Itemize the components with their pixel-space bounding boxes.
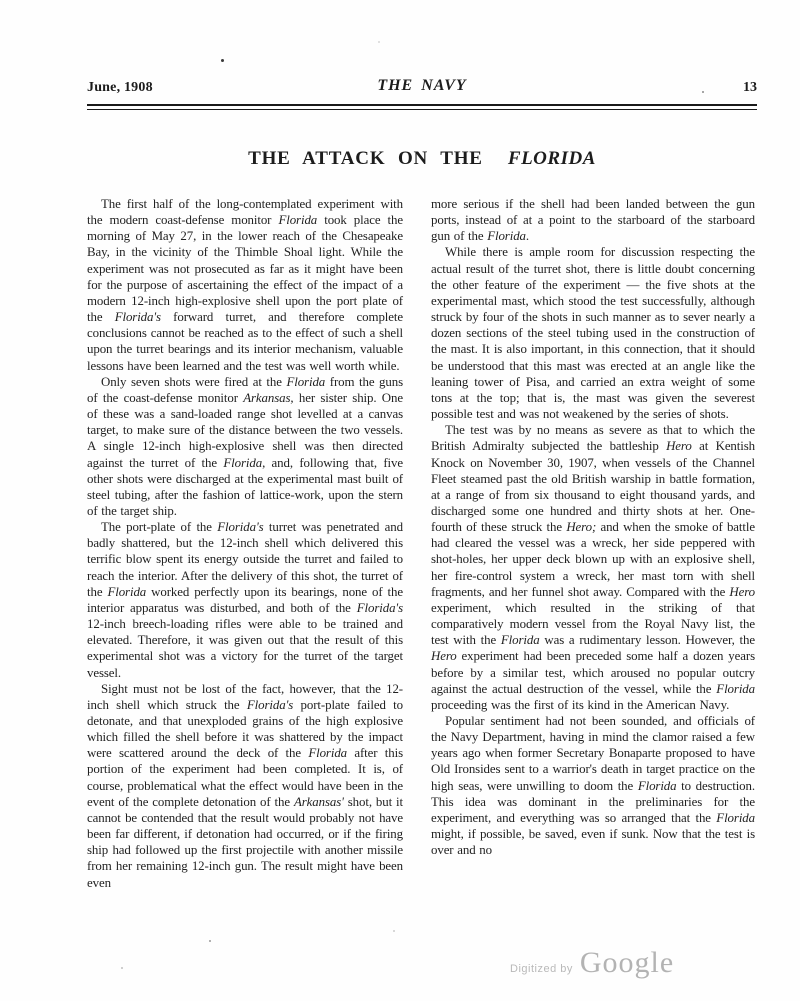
paragraph: Only seven shots were fired at the Florida from the guns of the coast-defense monitor Arkansas, her sister ship. One of these was a sand-loaded range shot levelled at a canvas target, to make sure of the distance between the two vessels. A single 12-inch high-explosive shell was then directed against the turret of the Florida, and, following that, five other shots were discharged at the experimental mast built of steel tubing, after the fashion of lattice-work, upon the stern of the target ship. (87, 374, 404, 518)
paragraph: Popular sentiment had not been sounded, and officials of the Navy Department, having in mind the clamor raised a few years ago when former Secretary Bonaparte proposed to have Old Ironsides sent to a warrior's death in target practice on the high seas, were unwilling to doom the Florida to destruction. This idea was dominant in the preliminaries for the experiment, and everything was so arranged that the Florida might, if possible, be saved, even if sunk. Now that the test is over and no (431, 714, 755, 858)
article-title (87, 148, 757, 170)
right-column (431, 196, 755, 858)
paragraph: The first half of the long-contemplated experiment with the modern coast-defense monitor Florida took place the morning of May 27, in the lower reach of the Chesapeake Bay, in the vicinity of the Thimble Shoal light. While the experiment was not prosecuted as far as it might have been for the purpose of ascertaining the effect of the impact of a modern 12-inch high-explosive shell upon the port plate of the Florida's forward turret, and therefore complete conclusions cannot be reached as to the effect of such a shell upon the turret bearings and its interior mechanism, valuable lessons have been learned and the test was well worth while. (87, 197, 404, 373)
digitized-by-label: Digitized by (510, 963, 573, 975)
digitization-watermark (510, 948, 770, 978)
issue-date: June, 1908 (87, 80, 153, 95)
scan-speck (393, 930, 395, 932)
article-title-ship-name: FLORIDA (507, 148, 596, 169)
scan-speck (121, 967, 123, 969)
journal-title: THE NAVY (377, 77, 467, 94)
scan-speck (702, 91, 704, 93)
scan-speck (221, 59, 224, 62)
article-title-text: THE ATTACK ON THE (248, 148, 483, 169)
paragraph: While there is ample room for discussion respecting the actual result of the turret shot, there is little doubt concerning the other feature of the experiment — the five shots at the experimental mast, which stood the test successfully, although struck by four of the shots in such manner as to sever nearly a dozen sections of the steel tubing used in the construction of the mast. It is also important, in this connection, that it should be understood that this mast was erected at an angle like the leaning tower of Pisa, and carried an extra weight of some tons at the top; that is, the mast was given the severest possible test and was not weakened by the series of shots. (431, 245, 755, 422)
google-logo: Google (579, 946, 675, 979)
header-double-rule (87, 104, 757, 110)
paragraph: The port-plate of the Florida's turret was penetrated and badly shattered, but the 12-inch shell which delivered this terrific blow spent its energy outside the turret and failed to reach the interior. After the delivery of this shot, the turret of the Florida worked perfectly upon its bearings, none of the interior apparatus was disturbed, and both of the Florida's 12-inch breech-loading rifles were able to be trained and elevated. Therefore, it was given out that the result of this experimental shot was a victory for the turret of the target vessel. (87, 520, 403, 680)
paragraph: The test was by no means as severe as that to which the British Admiralty subjected the battleship Hero at Kentish Knock on November 30, 1907, when vessels of the Channel Fleet steamed past the old British warship in battle formation, at a range of from six thousand to eight thousand yards, and discharged some one hundred and thirty shots at her. One-fourth of these struck the Hero; and when the smoke of battle had cleared the vessel was a wreck, her side peppered with shot-holes, her upper deck blown up with an explosive shell, her fire-control system a wreck, her mast torn with shell fragments, and her funnel shot away. Compared with the Hero experiment, which resulted in the striking of that comparatively modern vessel from the Royal Navy list, the test with the Florida was a rudimentary lesson. However, the Hero experiment had been preceded some half a dozen years before by a similar test, which aroused no popular outcry against the actual destruction of the vessel, while the Florida proceeding was the first of its kind in the American Navy. (431, 423, 756, 712)
left-column (87, 196, 403, 891)
paragraph: more serious if the shell had been landed between the gun ports, instead of at a point to the starboard of the starboard gun of the Florida. (431, 197, 755, 244)
scan-speck (209, 940, 211, 942)
paragraph: Sight must not be lost of the fact, however, that the 12-inch shell which struck the Florida's port-plate failed to detonate, and that unexploded grains of the high explosive which filled the shell before it was shattered by the impact were scattered around the deck of the Florida after this portion of the experiment had been completed. It is, of course, problematical what the effect would have been in the event of the complete detonation of the Arkansas' shot, but it cannot be contended that the result would probably not have been far different, if detonation had occurred, or if the firing ship had followed up the first projectile with another missile from her remaining 12-inch gun. The result might have been even (87, 681, 403, 890)
page-number: 13 (743, 80, 757, 95)
scan-speck (378, 41, 380, 43)
